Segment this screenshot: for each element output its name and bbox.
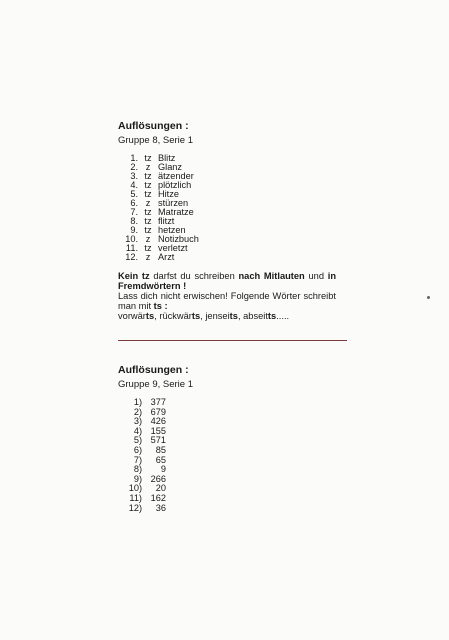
paper-speck [427,296,430,299]
list-item: 1. tz Blitz [130,153,176,163]
list-item: 4. tz plötzlich [130,180,192,190]
divider-rule [118,340,347,341]
section2-subheading: Gruppe 9, Serie 1 [118,379,193,390]
list-item: 6) 85 [133,444,166,455]
list-item: 3) 426 [133,416,166,427]
note-paragraph-1: Kein tz darfst du schreiben nach Mitlauten und in Fremdwörtern ! [118,271,336,291]
list-item: 8. tz flitzt [130,216,175,226]
section1-subheading: Gruppe 8, Serie 1 [118,135,193,146]
list-item: 12) 36 [128,502,166,513]
list-item: 4) 155 [133,425,166,436]
note-word-list: vorwärts, rückwärts, jenseits, abseitts..... [118,311,290,321]
list-item: 9. tz hetzen [130,225,186,235]
list-item: 11) 162 [129,492,166,503]
list-item: 7. tz Matratze [130,207,194,217]
list-item: 2. z Glanz [130,162,183,172]
list-item: 10) 20 [128,483,166,494]
list-item: 12. z Arzt [125,252,175,262]
note-paragraph-2: Lass dich nicht erwischen! Folgende Wörter schreibt man mit ts : [118,291,336,311]
list-item: 6. z stürzen [130,198,189,208]
rule-note [118,271,336,321]
section1-heading: Auflösungen : [118,120,189,132]
list-item: 5. tz Hitze [130,189,179,199]
list-item: 10. z Notizbuch [125,234,199,244]
answer-list-1 [120,154,199,262]
list-item: 9) 266 [133,473,166,484]
list-item: 8) 9 [133,464,166,475]
list-item: 1) 377 [133,397,166,407]
list-item: 2) 679 [133,406,166,417]
section2-heading: Auflösungen : [118,364,189,376]
list-item: 3. tz ätzender [130,171,194,181]
answer-list-2 [118,398,166,513]
list-item: 5) 571 [133,435,166,446]
list-item: 7) 65 [133,454,166,465]
list-item: 11. tz verletzt [125,243,188,253]
